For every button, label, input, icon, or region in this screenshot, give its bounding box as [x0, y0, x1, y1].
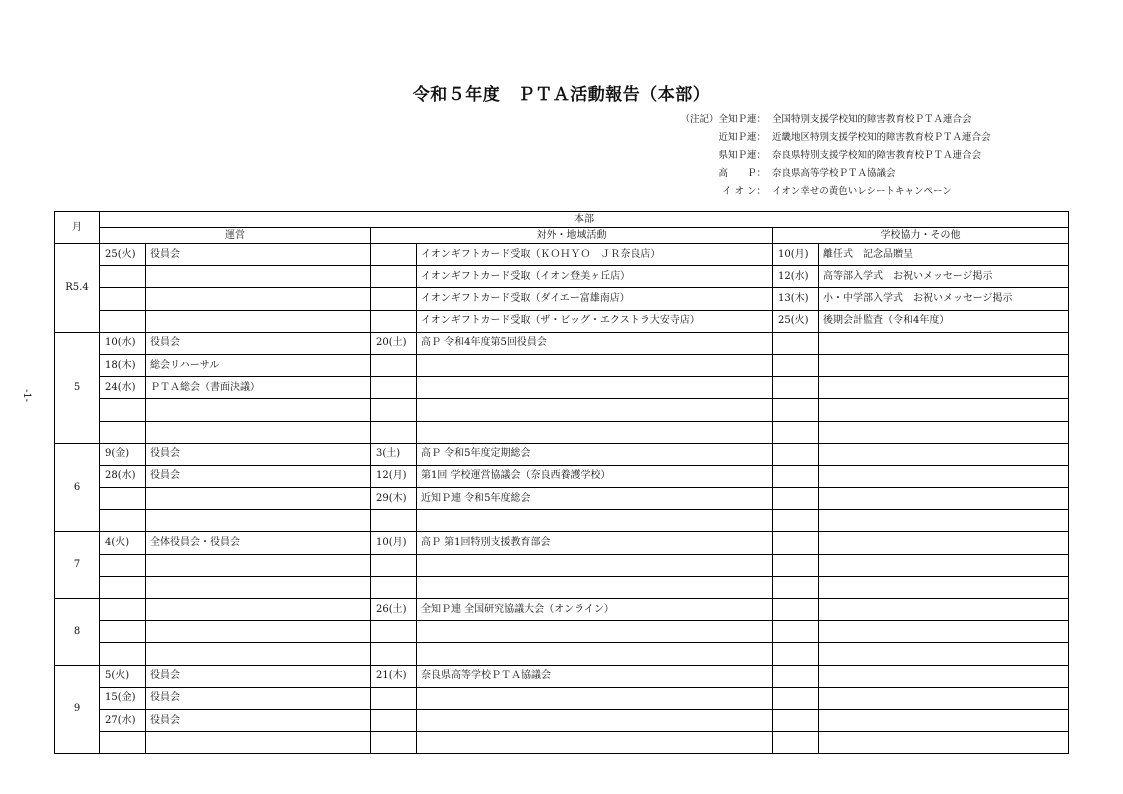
note-description: 全国特別支援学校知的障害教育校ＰＴＡ連合会 [772, 114, 972, 125]
abbreviation-notes [680, 111, 991, 201]
school-event-cell [819, 354, 1069, 376]
external-day-cell: 26(土) [371, 599, 417, 621]
external-event-cell: イオンギフトカード受取（ＫＯＨＹＯ ＪＲ奈良店） [417, 244, 773, 266]
external-event-cell: 高Ｐ 令和4年度第5回役員会 [417, 332, 773, 354]
external-activities-header: 対外・地域活動 [371, 228, 773, 244]
school-event-cell: 離任式 記念品贈呈 [819, 244, 1069, 266]
external-event-cell: イオンギフトカード受取（ダイエー富雄南店） [417, 288, 773, 310]
school-event-cell [819, 621, 1069, 643]
external-event-cell: 全知Ｐ連 全国研究協議大会（オンライン） [417, 599, 773, 621]
school-day-cell [773, 510, 819, 532]
table-row [55, 310, 1069, 332]
school-day-cell [773, 399, 819, 421]
external-event-cell [417, 643, 773, 665]
table-row [55, 709, 1069, 731]
operations-event-cell [146, 732, 371, 754]
operations-day-cell: 15(金) [100, 687, 146, 709]
external-event-cell: イオンギフトカード受取（イオン登美ヶ丘店） [417, 266, 773, 288]
note-abbreviation: イ オ ン： [721, 186, 766, 197]
school-day-cell [773, 332, 819, 354]
month-header: 月 [55, 212, 100, 244]
operations-event-cell: ＰＴＡ総会（書面決議） [146, 377, 371, 399]
school-event-cell: 小・中学部入学式 お祝いメッセージ掲示 [819, 288, 1069, 310]
school-day-cell [773, 488, 819, 510]
external-event-cell [417, 510, 773, 532]
external-event-cell: イオンギフトカード受取（ザ・ビッグ・エクストラ大安寺店） [417, 310, 773, 332]
external-day-cell [371, 643, 417, 665]
external-day-cell [371, 709, 417, 731]
external-day-cell [371, 576, 417, 598]
note-description: 奈良県高等学校ＰＴＡ協議会 [772, 168, 896, 179]
external-event-cell [417, 732, 773, 754]
external-day-cell [371, 621, 417, 643]
operations-day-cell [100, 621, 146, 643]
school-event-cell [819, 643, 1069, 665]
table-row [55, 732, 1069, 754]
note-description: 近畿地区特別支援学校知的障害教育校ＰＴＡ連合会 [772, 132, 991, 143]
external-day-cell: 10(月) [371, 532, 417, 554]
operations-day-cell [100, 576, 146, 598]
school-day-cell [773, 621, 819, 643]
external-event-cell [417, 709, 773, 731]
school-day-cell [773, 377, 819, 399]
operations-day-cell: 27(水) [100, 709, 146, 731]
school-day-cell [773, 465, 819, 487]
school-event-cell: 高等部入学式 お祝いメッセージ掲示 [819, 266, 1069, 288]
operations-day-cell [100, 266, 146, 288]
operations-day-cell [100, 599, 146, 621]
external-day-cell [371, 732, 417, 754]
note-description: 奈良県特別支援学校知的障害教育校ＰＴＡ連合会 [772, 150, 982, 161]
external-day-cell [371, 399, 417, 421]
external-event-cell [417, 421, 773, 443]
school-event-cell [819, 465, 1069, 487]
operations-day-cell [100, 288, 146, 310]
table-row [55, 354, 1069, 376]
month-cell: 5 [55, 332, 100, 443]
external-day-cell: 12(月) [371, 465, 417, 487]
table-row [55, 244, 1069, 266]
table-row [55, 377, 1069, 399]
note-row [680, 147, 991, 165]
operations-event-cell: 役員会 [146, 465, 371, 487]
month-cell: 9 [55, 665, 100, 754]
external-day-cell [371, 310, 417, 332]
operations-day-cell [100, 732, 146, 754]
table-row [55, 465, 1069, 487]
school-day-cell: 12(水) [773, 266, 819, 288]
operations-event-cell: 役員会 [146, 709, 371, 731]
external-event-cell: 高Ｐ 令和5年度定期総会 [417, 443, 773, 465]
school-event-cell [819, 732, 1069, 754]
operations-event-cell [146, 510, 371, 532]
note-row [680, 129, 991, 147]
operations-day-cell [100, 554, 146, 576]
school-day-cell [773, 709, 819, 731]
school-day-cell [773, 421, 819, 443]
school-event-cell [819, 332, 1069, 354]
table-row [55, 421, 1069, 443]
school-event-cell [819, 377, 1069, 399]
external-day-cell [371, 266, 417, 288]
operations-event-cell [146, 310, 371, 332]
header-row-sub [55, 228, 1069, 244]
operations-day-cell: 10(水) [100, 332, 146, 354]
external-day-cell [371, 354, 417, 376]
table-row [55, 510, 1069, 532]
table-row [55, 488, 1069, 510]
note-abbreviation: （注記）全知Ｐ連： [680, 114, 766, 125]
operations-event-cell [146, 421, 371, 443]
month-cell: 7 [55, 532, 100, 599]
operations-event-cell: 役員会 [146, 665, 371, 687]
external-day-cell [371, 510, 417, 532]
note-abbreviation: 県知Ｐ連： [718, 150, 766, 161]
page-number: -1- [21, 388, 33, 403]
external-event-cell: 第1回 学校運営協議会（奈良西養護学校） [417, 465, 773, 487]
external-day-cell [371, 554, 417, 576]
school-day-cell [773, 354, 819, 376]
school-day-cell [773, 554, 819, 576]
operations-event-cell: 役員会 [146, 687, 371, 709]
table-row [55, 687, 1069, 709]
operations-event-cell [146, 643, 371, 665]
note-row [680, 183, 991, 201]
school-day-cell [773, 443, 819, 465]
note-description: イオン幸せの黄色いレシートキャンペーン [772, 186, 952, 197]
table-row [55, 665, 1069, 687]
school-day-cell [773, 643, 819, 665]
operations-day-cell [100, 510, 146, 532]
external-day-cell [371, 244, 417, 266]
school-event-cell [819, 421, 1069, 443]
operations-event-cell [146, 488, 371, 510]
table-row [55, 621, 1069, 643]
external-event-cell [417, 687, 773, 709]
school-event-cell [819, 510, 1069, 532]
operations-day-cell: 4(火) [100, 532, 146, 554]
external-day-cell: 21(木) [371, 665, 417, 687]
school-event-cell: 後期会計監査（令和4年度） [819, 310, 1069, 332]
school-day-cell [773, 599, 819, 621]
external-event-cell [417, 354, 773, 376]
external-event-cell [417, 377, 773, 399]
school-day-cell: 25(火) [773, 310, 819, 332]
operations-day-cell [100, 488, 146, 510]
month-cell: R5.4 [55, 244, 100, 333]
note-row [680, 165, 991, 183]
operations-event-cell [146, 288, 371, 310]
operations-day-cell: 9(金) [100, 443, 146, 465]
school-event-cell [819, 599, 1069, 621]
school-day-cell: 13(木) [773, 288, 819, 310]
school-event-cell [819, 665, 1069, 687]
note-abbreviation: 近知Ｐ連： [718, 132, 766, 143]
note-row [680, 111, 991, 129]
table-row [55, 443, 1069, 465]
external-day-cell [371, 421, 417, 443]
operations-day-cell [100, 421, 146, 443]
school-event-cell [819, 687, 1069, 709]
school-event-cell [819, 532, 1069, 554]
table-row [55, 599, 1069, 621]
operations-day-cell: 28(水) [100, 465, 146, 487]
external-day-cell [371, 377, 417, 399]
table-row [55, 332, 1069, 354]
table-row [55, 576, 1069, 598]
external-event-cell [417, 399, 773, 421]
external-event-cell: 高Ｐ 第1回特別支援教育部会 [417, 532, 773, 554]
operations-day-cell [100, 643, 146, 665]
table-row [55, 554, 1069, 576]
page-title: 令和５年度 ＰＴＡ活動報告（本部） [412, 85, 711, 105]
school-day-cell [773, 665, 819, 687]
activity-report-table [54, 211, 1069, 754]
school-event-cell [819, 488, 1069, 510]
operations-event-cell: 役員会 [146, 244, 371, 266]
school-event-cell [819, 709, 1069, 731]
month-cell: 6 [55, 443, 100, 532]
month-cell: 8 [55, 599, 100, 666]
operations-event-cell: 総会リハーサル [146, 354, 371, 376]
external-day-cell: 20(土) [371, 332, 417, 354]
school-event-cell [819, 576, 1069, 598]
school-day-cell [773, 687, 819, 709]
operations-day-cell [100, 310, 146, 332]
external-event-cell [417, 576, 773, 598]
school-cooperation-header: 学校協力・その他 [773, 228, 1069, 244]
external-day-cell: 29(木) [371, 488, 417, 510]
operations-event-cell [146, 399, 371, 421]
group-header: 本部 [100, 212, 1069, 228]
external-day-cell [371, 288, 417, 310]
operations-event-cell [146, 599, 371, 621]
school-event-cell [819, 554, 1069, 576]
table-row [55, 643, 1069, 665]
external-event-cell: 近知Ｐ連 令和5年度総会 [417, 488, 773, 510]
operations-day-cell: 5(火) [100, 665, 146, 687]
table-row [55, 266, 1069, 288]
operations-event-cell: 全体役員会・役員会 [146, 532, 371, 554]
operations-header: 運営 [100, 228, 371, 244]
operations-day-cell: 24(水) [100, 377, 146, 399]
school-event-cell [819, 399, 1069, 421]
external-event-cell [417, 621, 773, 643]
report-body [55, 244, 1069, 754]
header-row-top [55, 212, 1069, 228]
table-row [55, 532, 1069, 554]
external-event-cell [417, 554, 773, 576]
external-day-cell [371, 687, 417, 709]
operations-day-cell: 18(木) [100, 354, 146, 376]
table-row [55, 399, 1069, 421]
external-event-cell: 奈良県高等学校ＰＴＡ協議会 [417, 665, 773, 687]
operations-day-cell [100, 399, 146, 421]
school-day-cell [773, 532, 819, 554]
note-abbreviation: 高 Ｐ： [718, 168, 766, 179]
school-day-cell [773, 576, 819, 598]
school-day-cell [773, 732, 819, 754]
external-day-cell: 3(土) [371, 443, 417, 465]
operations-event-cell: 役員会 [146, 332, 371, 354]
school-event-cell [819, 443, 1069, 465]
school-day-cell: 10(月) [773, 244, 819, 266]
operations-event-cell: 役員会 [146, 443, 371, 465]
table-row [55, 288, 1069, 310]
operations-event-cell [146, 576, 371, 598]
operations-day-cell: 25(火) [100, 244, 146, 266]
operations-event-cell [146, 554, 371, 576]
operations-event-cell [146, 266, 371, 288]
operations-event-cell [146, 621, 371, 643]
